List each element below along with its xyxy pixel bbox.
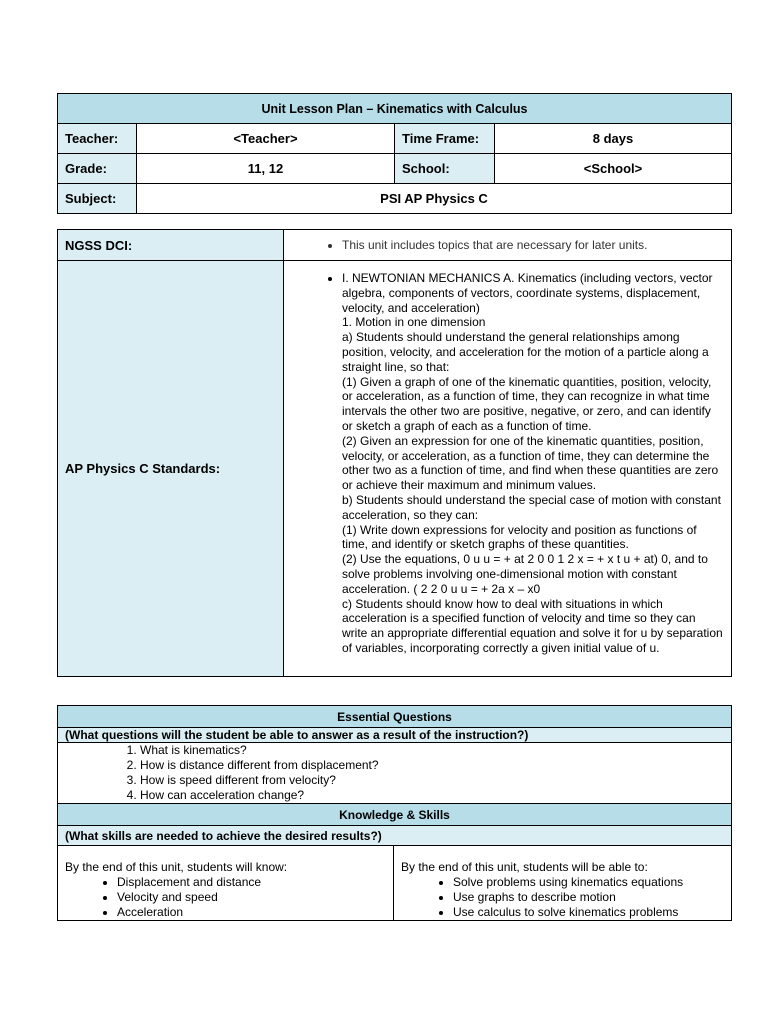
school-label: School: [395,154,495,184]
lesson-plan-page [57,93,732,921]
grade-label: Grade: [58,154,137,184]
ap-standards-value [284,261,732,677]
questions-skills-table [57,705,732,921]
list-item: 3. How is speed different from velocity? [140,773,724,788]
know-list [65,875,386,920]
list-item: • Use graphs to describe motion [453,890,724,905]
list-item: • Solve problems using kinematics equations [453,875,724,890]
school-value: <School> [495,154,732,184]
know-intro: By the end of this unit, students will know: [65,860,288,874]
time-frame-label: Time Frame: [395,124,495,154]
list-item: • Acceleration [117,905,386,920]
ap-standards-label: AP Physics C Standards: [58,261,284,677]
teacher-value: <Teacher> [137,124,395,154]
essential-questions-heading: Essential Questions [58,706,732,728]
list-item: 2. How is distance different from displacement? [140,758,724,773]
able-list [401,875,724,920]
ngss-label: NGSS DCI: [58,230,284,261]
subject-value: PSI AP Physics C [137,184,732,214]
list-item: • Use calculus to solve kinematics problems [453,905,724,920]
grade-value: 11, 12 [137,154,395,184]
teacher-label: Teacher: [58,124,137,154]
standards-table [57,229,732,677]
time-frame-value: 8 days [495,124,732,154]
unit-title: Unit Lesson Plan – Kinematics with Calculus [58,94,732,124]
ngss-value [284,230,732,261]
know-cell [58,846,394,921]
able-intro: By the end of this unit, students will be able to: [401,860,648,874]
essential-questions-list [65,743,724,803]
list-item: 4. How can acceleration change? [140,788,724,803]
list-item: • Velocity and speed [117,890,386,905]
knowledge-skills-prompt: (What skills are needed to achieve the desired results?) [58,826,732,846]
list-item: 1. What is kinematics? [140,743,724,758]
essential-questions-list-cell [58,743,732,804]
unit-header-table [57,93,732,214]
able-cell [394,846,732,921]
list-item: • Displacement and distance [117,875,386,890]
subject-label: Subject: [58,184,137,214]
knowledge-skills-heading: Knowledge & Skills [58,804,732,826]
ap-standards-item: • I. NEWTONIAN MECHANICS A. Kinematics (including vectors, vector algebra, components of vectors, coordinate systems, displacement, velocity, and acceleration) 1. Motion in one dimension a) Students should understand the general relationships among position, velocity, and acceleration for the motion of a particle along a straight line, so that: (1) Given a graph of one of the kinematic quantities, position, velocity, or acceleration, as a function of time, they can recognize in what time intervals the other two are positive, negative, or zero, and can identify or sketch a graph of each as a function of time. (2) Given an expression for one of the kinematic quantities, position, velocity, or acceleration, as a function of time, they can determine the other two as a function of time, and find when these quantities are zero or achieve their maximum and minimum values. b) Students should understand the special case of motion with constant acceleration, so they can: (1) Write down expressions for velocity and position as functions of time, and identify or sketch graphs of these quantities. (2) Use the equations, 0 u u = + at 2 0 0 1 2 x = + x t u + at) 0, and to solve problems involving one-dimensional motion with constant acceleration. ( 2 2 0 u u = + 2a x – x0 c) Students should know how to deal with situations in which acceleration is a specified function of velocity and time so they can write an appropriate differential equation and solve it for u by separation of variables, incorporating correctly a given initial value of u. [342,271,723,656]
ngss-item: • This unit includes topics that are necessary for later units. [342,238,723,253]
essential-questions-prompt: (What questions will the student be able to answer as a result of the instruction?) [58,728,732,743]
